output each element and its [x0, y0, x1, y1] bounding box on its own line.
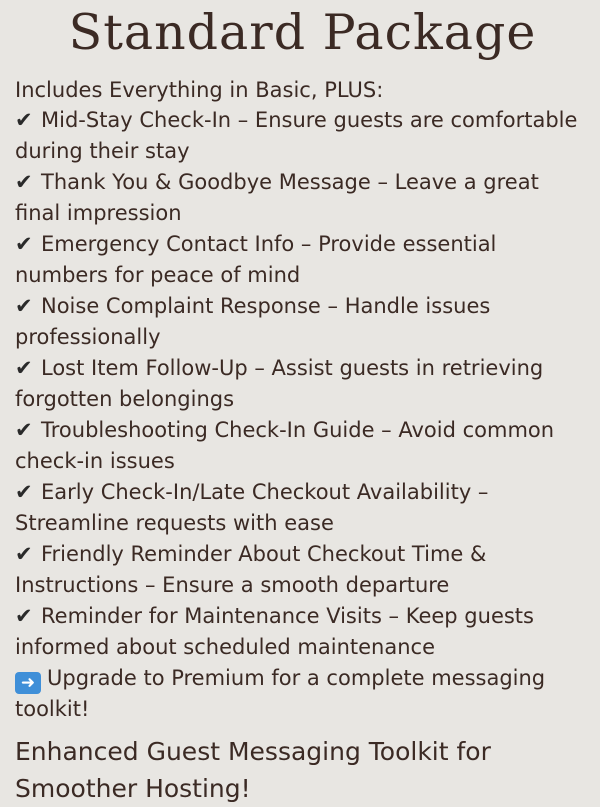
intro-text: Includes Everything in Basic, PLUS: [15, 78, 384, 102]
feature-text: Noise Complaint Response – Handle issues professionally [15, 294, 491, 349]
check-mark-icon: ✔ [15, 356, 33, 380]
feature-item [15, 167, 590, 229]
check-mark-icon: ✔ [15, 480, 33, 504]
check-mark-icon: ✔ [15, 232, 33, 256]
feature-item [15, 539, 590, 601]
feature-item [15, 105, 590, 167]
tagline: Enhanced Guest Messaging Toolkit for Smoother Hosting! [15, 737, 491, 803]
feature-item [15, 477, 590, 539]
feature-text: Early Check-In/Late Checkout Availability – Streamline requests with ease [15, 480, 489, 535]
feature-item [15, 353, 590, 415]
check-mark-icon: ✔ [15, 542, 33, 566]
check-mark-icon: ✔ [15, 294, 33, 318]
feature-text: Troubleshooting Check-In Guide – Avoid common check-in issues [15, 418, 555, 473]
feature-text: Reminder for Maintenance Visits – Keep guests informed about scheduled maintenance [15, 604, 534, 659]
feature-text: Thank You & Goodbye Message – Leave a great final impression [15, 170, 539, 225]
feature-item [15, 291, 590, 353]
check-mark-icon: ✔ [15, 418, 33, 442]
check-mark-icon: ✔ [15, 170, 33, 194]
upgrade-note [15, 663, 590, 725]
feature-text: Lost Item Follow-Up – Assist guests in retrieving forgotten belongings [15, 356, 544, 411]
feature-item [15, 415, 590, 477]
check-mark-icon: ✔ [15, 108, 33, 132]
feature-item [15, 229, 590, 291]
feature-text: Friendly Reminder About Checkout Time & Instructions – Ensure a smooth departure [15, 542, 487, 597]
feature-list [15, 105, 590, 663]
right-arrow-icon: ➜ [15, 672, 41, 694]
feature-text: Mid-Stay Check-In – Ensure guests are comfortable during their stay [15, 108, 578, 163]
feature-item [15, 601, 590, 663]
check-mark-icon: ✔ [15, 604, 33, 628]
page-title: Standard Package [68, 4, 537, 61]
upgrade-text: Upgrade to Premium for a complete messaging toolkit! [15, 666, 546, 721]
feature-text: Emergency Contact Info – Provide essential numbers for peace of mind [15, 232, 497, 287]
